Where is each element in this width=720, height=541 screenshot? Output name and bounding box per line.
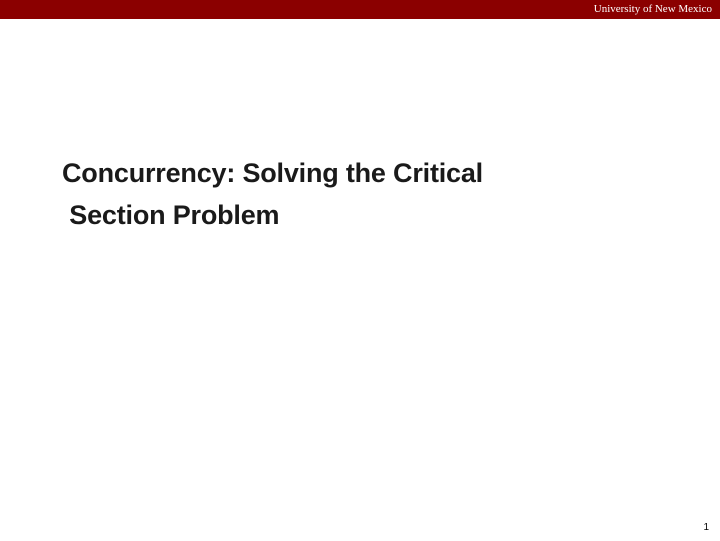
slide-title-line-2: Section Problem <box>62 200 280 230</box>
institution-name: University of New Mexico <box>593 3 712 15</box>
header-bar <box>0 0 720 19</box>
slide-title <box>62 152 483 236</box>
slide-number: 1 <box>703 522 709 533</box>
slide-title-line-1: Concurrency: Solving the Critical <box>62 158 483 188</box>
